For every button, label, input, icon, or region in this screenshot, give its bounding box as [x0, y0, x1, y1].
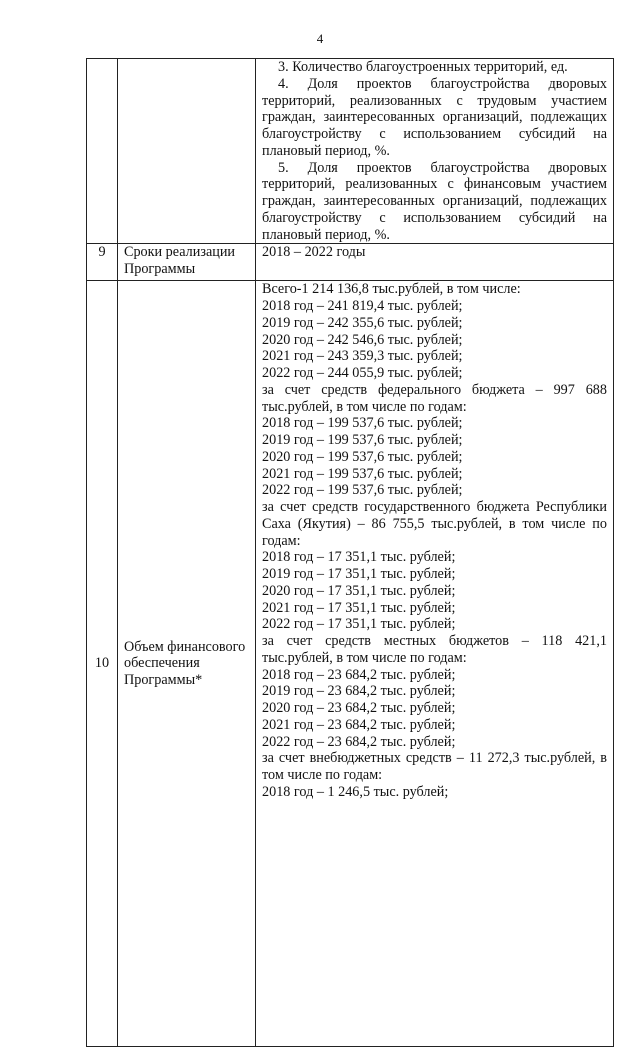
list-item: 2018 год – 17 351,1 тыс. рублей;	[262, 549, 456, 566]
list-item: 2022 год – 17 351,1 тыс. рублей;	[262, 616, 456, 633]
list-item: 2021 год – 23 684,2 тыс. рублей;	[262, 716, 456, 733]
list-item: 2018 год – 199 537,6 тыс. рублей;	[262, 415, 463, 432]
list-item: 2018 год – 241 819,4 тыс. рублей;	[262, 298, 463, 314]
indicator-3: 3. Количество благоустроенных территорий, ед.	[278, 59, 568, 75]
extrabudgetary-header: за счет внебюджетных средств – 11 272,3 тыс.рублей, в том числе по годам:	[262, 750, 607, 783]
local-budget-years	[262, 667, 607, 751]
federal-budget-years	[262, 415, 607, 499]
list-item: 2020 год – 23 684,2 тыс. рублей;	[262, 700, 456, 716]
list-item: 2021 год – 243 359,3 тыс. рублей;	[262, 348, 463, 365]
list-item: 2021 год – 17 351,1 тыс. рублей;	[262, 599, 456, 616]
list-item: 2019 год – 242 355,6 тыс. рублей;	[262, 314, 463, 331]
list-item: 2022 год – 199 537,6 тыс. рублей;	[262, 482, 463, 499]
table-row-terms	[87, 244, 614, 281]
table-row-funding	[87, 281, 614, 1047]
state-budget-header: за счет средств государственного бюджета Республики Саха (Якутия) – 86 755,5 тыс.рублей, в том числе по годам:	[262, 499, 607, 549]
list-item: 2022 год – 244 055,9 тыс. рублей;	[262, 365, 463, 381]
indicators-cell	[256, 59, 614, 244]
federal-budget-header: за счет средств федерального бюджета – 997 688 тыс.рублей, в том числе по годам:	[262, 381, 607, 415]
row-number-cell: 10	[87, 281, 118, 1047]
extrabudgetary-years	[262, 784, 607, 801]
funding-total-years	[262, 298, 607, 382]
list-item: 2022 год – 23 684,2 тыс. рублей;	[262, 733, 456, 750]
list-item: 2019 год – 23 684,2 тыс. рублей;	[262, 683, 456, 700]
terms-label: Сроки реализации Программы	[118, 244, 256, 281]
page-number: 4	[316, 31, 324, 46]
indicator-4: 4. Доля проектов благоустройства дворовых территорий, реализованных с трудовым участием граждан, заинтересованных организаций, подлежащих благоустройству с использованием субсидий на плановый период, %.	[262, 75, 607, 159]
list-item: 2018 год – 1 246,5 тыс. рублей;	[262, 783, 449, 800]
list-item: 2019 год – 199 537,6 тыс. рублей;	[262, 432, 463, 448]
terms-value: 2018 – 2022 годы	[256, 244, 614, 281]
local-budget-header: за счет средств местных бюджетов – 118 421,1 тыс.рублей, в том числе по годам:	[262, 633, 607, 666]
funding-details	[256, 281, 614, 1047]
funding-label: Объем финансового обеспечения Программы*	[118, 281, 256, 1047]
list-item: 2020 год – 242 546,6 тыс. рублей;	[262, 331, 463, 348]
indicator-5: 5. Доля проектов благоустройства дворовых территорий, реализованных с финансовым участием граждан, заинтересованных организаций, подлежащих благоустройству с использованием субсидий на плановый период, %.	[262, 159, 607, 243]
state-budget-years	[262, 549, 607, 633]
list-item: 2020 год – 17 351,1 тыс. рублей;	[262, 582, 456, 599]
table-row-indicators	[87, 59, 614, 244]
list-item: 2021 год – 199 537,6 тыс. рублей;	[262, 465, 463, 482]
list-item: 2019 год – 17 351,1 тыс. рублей;	[262, 566, 456, 582]
funding-total: Всего-1 214 136,8 тыс.рублей, в том числе:	[262, 281, 521, 298]
program-passport-table	[86, 58, 614, 1047]
row-number-cell: 9	[87, 244, 118, 281]
list-item: 2018 год – 23 684,2 тыс. рублей;	[262, 666, 456, 683]
row-name-cell	[118, 59, 256, 244]
list-item: 2020 год – 199 537,6 тыс. рублей;	[262, 448, 463, 465]
row-number-cell	[87, 59, 118, 244]
